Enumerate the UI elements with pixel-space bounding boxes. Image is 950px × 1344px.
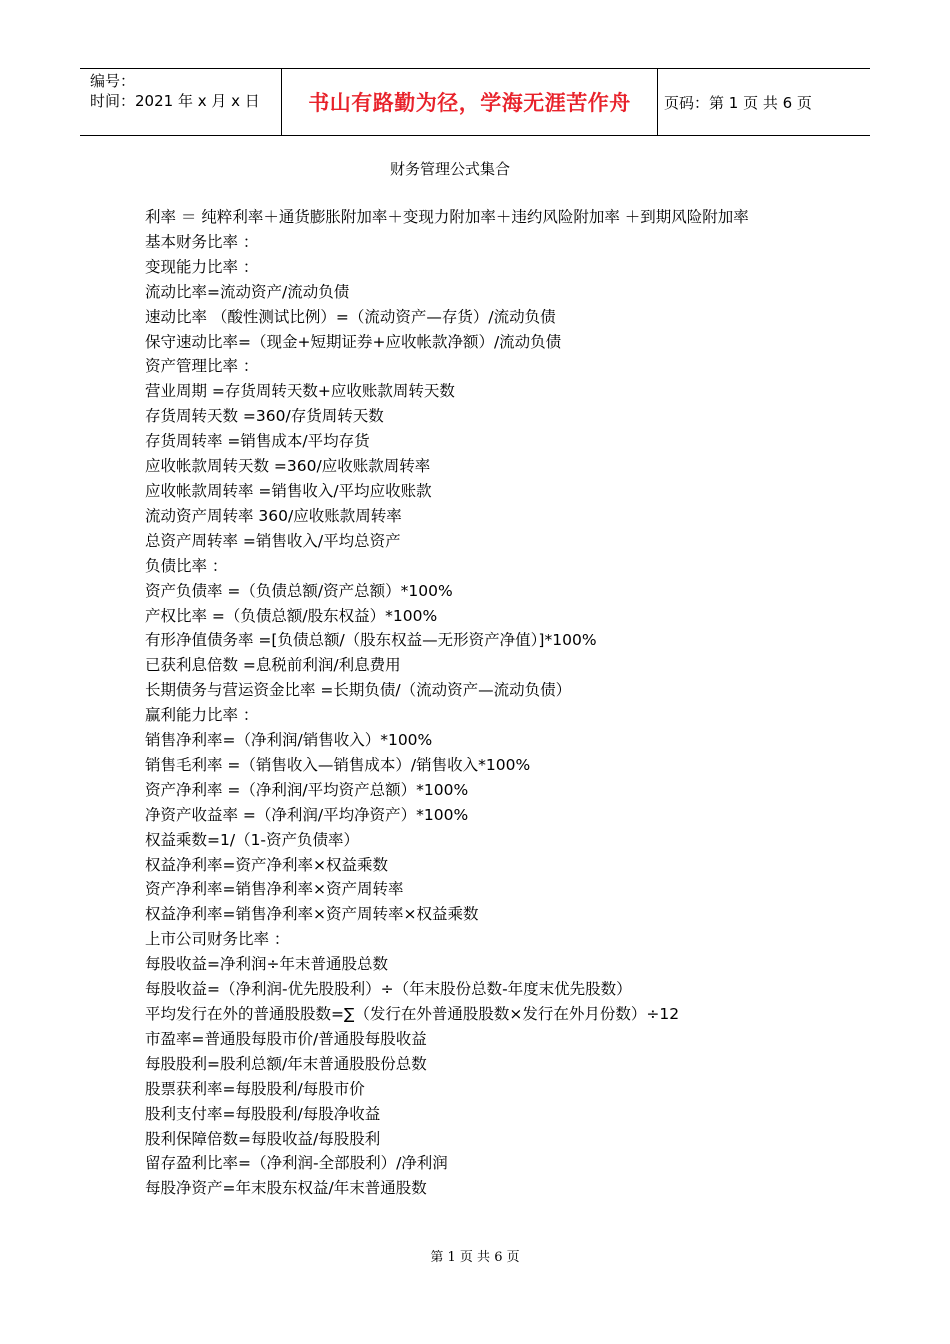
formula-line: 已获利息倍数 =息税前利润/利息费用 (145, 656, 401, 675)
formula-line: 股利保障倍数=每股收益/每股股利 (145, 1129, 381, 1148)
document-body (145, 205, 810, 1201)
formula-line: 权益净利率=资产净利率×权益乘数 (145, 855, 388, 874)
formula-line: 每股收益=净利润÷年末普通股总数 (145, 955, 388, 974)
formula-line: 赢利能力比率 ： (145, 706, 259, 725)
formula-line: 利率 ＝ 纯粹利率＋通货膨胀附加率＋变现力附加率＋违约风险附加率 ＋到期风险附加率 (145, 208, 749, 226)
formula-line: 资产管理比率 ： (145, 357, 259, 376)
number-label: 编号： (90, 72, 136, 90)
page-info: 页码：第 1 页 共 6 页 (664, 93, 812, 112)
formula-line: 净资产收益率 =（净利润/平均净资产）*100% (145, 805, 469, 824)
formula-line: 资产净利率 =（净利润/平均资产总额）*100% (145, 780, 469, 799)
document-header (80, 68, 870, 136)
formula-line: 销售毛利率 =（销售收入—销售成本）/销售收入*100% (145, 755, 531, 774)
formula-line: 变现能力比率 ： (145, 257, 259, 276)
formula-line: 总资产周转率 =销售收入/平均总资产 (145, 531, 401, 550)
header-meta (80, 69, 282, 135)
formula-line: 资产负债率 =（负债总额/资产总额）*100% (145, 581, 453, 600)
formula-line: 流动资产周转率 360/应收账款周转率 (145, 506, 402, 525)
formula-line: 股票获利率=每股股利/每股市价 (145, 1079, 365, 1098)
page-footer: 第 1 页 共 6 页 (430, 1250, 520, 1265)
formula-line: 平均发行在外的普通股股数=∑（发行在外普通股股数×发行在外月份数）÷12 (145, 1005, 680, 1023)
formula-line: 流动比率=流动资产/流动负债 (145, 282, 350, 301)
formula-line: 上市公司财务比率 ： (145, 930, 290, 949)
formula-line: 留存盈利比率=（净利润-全部股利）/净利润 (145, 1154, 448, 1173)
formula-line: 销售净利率=（净利润/销售收入）*100% (145, 731, 433, 750)
formula-line: 权益净利率=销售净利率×资产周转率×权益乘数 (145, 905, 479, 924)
formula-line: 每股净资产=年末股东权益/年末普通股数 (145, 1179, 427, 1198)
formula-line: 应收帐款周转天数 =360/应收账款周转率 (145, 457, 431, 476)
formula-line: 股利支付率=每股股利/每股净收益 (145, 1104, 381, 1123)
formula-line: 资产净利率=销售净利率×资产周转率 (145, 880, 404, 899)
formula-line: 市盈率=普通股每股市价/普通股每股收益 (145, 1029, 427, 1048)
document-title: 财务管理公式集合 (389, 160, 510, 178)
formula-line: 速动比率 （酸性测试比例）=（流动资产—存货）/流动负债 (145, 307, 556, 326)
formula-line: 每股股利=股利总额/年末普通股股份总数 (145, 1054, 427, 1073)
formula-line: 长期债务与营运资金比率 =长期负债/（流动资产—流动负债） (145, 681, 572, 700)
formula-line: 负债比率 ： (145, 556, 228, 575)
formula-line: 有形净值债务率 =[负债总额/（股东权益—无形资产净值）]*100% (145, 631, 597, 650)
formula-line: 营业周期 =存货周转天数+应收账款周转天数 (145, 382, 455, 401)
formula-line: 应收帐款周转率 =销售收入/平均应收账款 (145, 481, 432, 500)
formula-line: 基本财务比率 ： (145, 232, 259, 251)
date-label: 时间：2021 年 x 月 x 日 (90, 92, 260, 110)
formula-line: 产权比率 =（负债总额/股东权益）*100% (145, 606, 438, 625)
formula-line: 存货周转天数 =360/存货周转天数 (145, 407, 384, 426)
formula-line: 保守速动比率=（现金+短期证券+应收帐款净额）/流动负债 (145, 332, 562, 351)
formula-line: 每股收益=（净利润-优先股股利）÷（年末股份总数-年度末优先股数） (145, 980, 632, 999)
motto: 书山有路勤为径，学海无涯苦作舟 (282, 69, 658, 135)
formula-line: 存货周转率 =销售成本/平均存货 (145, 432, 370, 451)
formula-line: 权益乘数=1/（1-资产负债率） (145, 830, 360, 849)
